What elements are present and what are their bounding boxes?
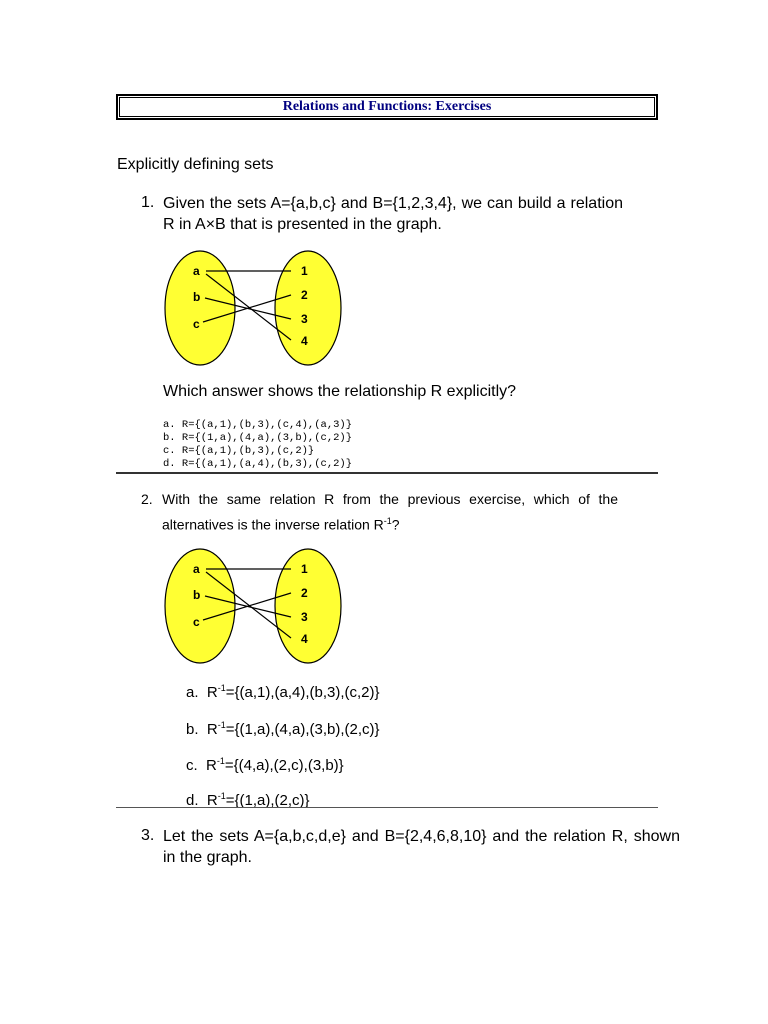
relation-diagram-1 bbox=[163, 248, 343, 368]
q2-text: With the same relation R from the previous exercise, which of the alternatives is the inverse relation $R^{-1}$? bbox=[162, 491, 618, 533]
diagram-label-1: 1 bbox=[301, 264, 308, 278]
q2-option-b: b. $R^{-1}=\{(1,a),(4,a),(3,b),(2,c)\}$ bbox=[186, 720, 380, 738]
diagram-label-a: a bbox=[193, 264, 200, 278]
diagram-label-2: 2 bbox=[301, 586, 308, 600]
divider-2 bbox=[116, 807, 658, 808]
q1-text: Given the sets A={a,b,c} and B={1,2,3,4}, we can build a relation R in A×B that is presented in the graph. bbox=[163, 195, 623, 233]
set-b-ellipse bbox=[275, 251, 341, 365]
q2-number: 2. bbox=[141, 491, 153, 507]
diagram-label-c: c bbox=[193, 317, 200, 331]
q1-number: 1. bbox=[141, 194, 155, 211]
set-a-ellipse bbox=[165, 251, 235, 365]
q3-text: Let the sets A={a,b,c,d,e} and B={2,4,6,8,10} and the relation R, shown in the graph. bbox=[163, 828, 680, 866]
q2-option-c: c. $R^{-1}=\{(4,a),(2,c),(3,b)\}$ bbox=[186, 756, 344, 774]
diagram-label-a: a bbox=[193, 562, 200, 576]
diagram-label-1: 1 bbox=[301, 562, 308, 576]
set-a-ellipse bbox=[165, 549, 235, 663]
q1-prompt: Which answer shows the relationship R explicitly? bbox=[163, 383, 517, 400]
diagram-label-4: 4 bbox=[301, 334, 308, 348]
page-title: Relations and Functions: Exercises bbox=[282, 99, 492, 114]
diagram-label-3: 3 bbox=[301, 610, 308, 624]
q1-option-a: a. R={(a,1),(b,3),(c,4),(a,3)} bbox=[163, 419, 353, 431]
diagram-label-3: 3 bbox=[301, 312, 308, 326]
section-heading: Explicitly defining sets bbox=[117, 156, 274, 173]
q1-option-d: d. R={(a,1),(a,4),(b,3),(c,2)} bbox=[163, 458, 353, 470]
divider-1 bbox=[116, 472, 658, 474]
diagram-label-2: 2 bbox=[301, 288, 308, 302]
q1-option-b: b. R={(1,a),(4,a),(3,b),(c,2)} bbox=[163, 432, 353, 444]
set-b-ellipse bbox=[275, 549, 341, 663]
diagram-label-b: b bbox=[193, 290, 201, 304]
diagram-label-b: b bbox=[193, 588, 201, 602]
title-box bbox=[116, 94, 658, 120]
diagram-label-c: c bbox=[193, 615, 200, 629]
q1-option-c: c. R={(a,1),(b,3),(c,2)} bbox=[163, 445, 315, 457]
q2-option-a: a. $R^{-1}=\{(a,1),(a,4),(b,3),(c,2)\}$ bbox=[186, 683, 380, 701]
q2-option-d: d. $R^{-1}=\{(1,a),(2,c)\}$ bbox=[186, 791, 310, 809]
diagram-label-4: 4 bbox=[301, 632, 308, 646]
q3-number: 3. bbox=[141, 827, 155, 844]
relation-diagram-2 bbox=[163, 546, 343, 666]
